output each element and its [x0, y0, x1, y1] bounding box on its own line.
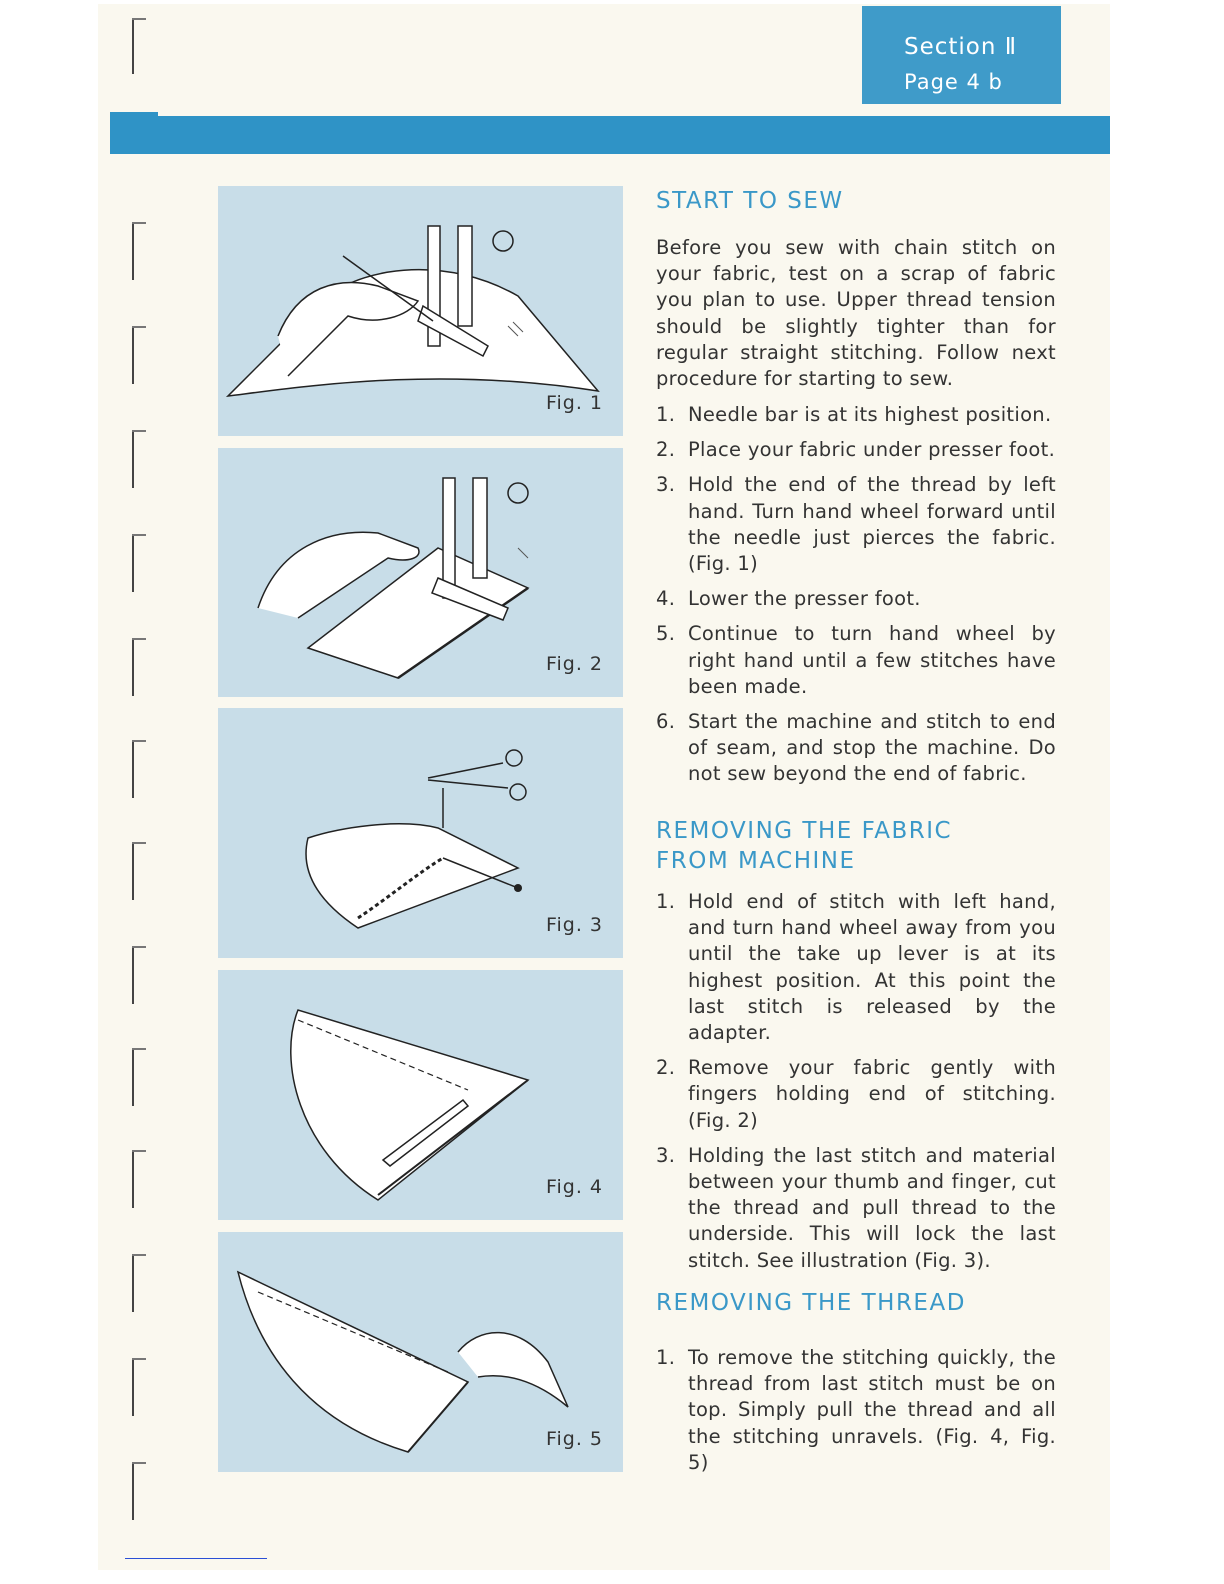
figure-1-label: Fig. 1 [545, 392, 603, 414]
start-to-sew-steps [656, 402, 1056, 788]
list-item: 1. To remove the stitching quickly, the thread from last stitch must be on top. Simply pull the thread and all the stitching unravels. (Fig. 4, Fig. 5) [656, 1346, 1056, 1474]
bottom-rule [125, 1558, 267, 1559]
figure-2 [218, 448, 623, 697]
page-label: Page 4 b [904, 70, 1003, 94]
removing-fabric-steps [656, 889, 1056, 1274]
list-item: 1. Needle bar is at its highest position. [656, 403, 1052, 426]
section-page-box [862, 6, 1061, 104]
figure-5-label: Fig. 5 [545, 1428, 603, 1450]
figure-3 [218, 708, 623, 958]
removing-thread-heading: REMOVING THE THREAD [656, 1290, 966, 1316]
list-item: 2. Place your fabric under presser foot. [656, 438, 1056, 462]
header-band-tab [110, 112, 158, 154]
start-to-sew-intro: Before you sew with chain stitch on your fabric, test on a scrap of fabric you plan to use. Upper thread tension should be slightly tighter than for regular straight stitching. Follow next procedure for starting to sew. [656, 236, 1056, 391]
figure-4-label: Fig. 4 [545, 1176, 603, 1198]
list-item: 6. Start the machine and stitch to end of seam, and stop the machine. Do not sew beyond the end of fabric. [656, 710, 1056, 786]
figure-1 [218, 186, 623, 436]
list-item: 5. Continue to turn hand wheel by right hand until a few stitches have been made. [656, 622, 1056, 698]
figure-5 [218, 1232, 623, 1472]
list-item: 2. Remove your fabric gently with fingers holding end of stitching. (Fig. 2) [656, 1056, 1056, 1132]
list-item: 1. Hold end of stitch with left hand, and turn hand wheel away from you until the take up lever is at its highest position. At this point the last stitch is released by the adapter. [656, 890, 1056, 1045]
list-item: 4. Lower the presser foot. [656, 587, 921, 611]
figure-3-label: Fig. 3 [545, 914, 603, 936]
start-to-sew-heading: START TO SEW [656, 188, 844, 214]
section-label: Section Ⅱ [904, 34, 1018, 60]
removing-thread-steps [656, 1345, 1056, 1476]
figure-2-label: Fig. 2 [545, 653, 603, 675]
list-item: 3. Hold the end of the thread by left hand. Turn hand wheel forward until the needle just pierces the fabric. (Fig. 1) [656, 473, 1056, 576]
list-item: 3. Holding the last stitch and material between your thumb and finger, cut the thread and pull thread to the underside. This will lock the last stitch. See illustration (Fig. 3). [656, 1143, 1056, 1272]
removing-fabric-heading: REMOVING THE FABRIC FROM MACHINE [656, 818, 953, 874]
header-band [110, 116, 1110, 154]
figure-4 [218, 970, 623, 1220]
